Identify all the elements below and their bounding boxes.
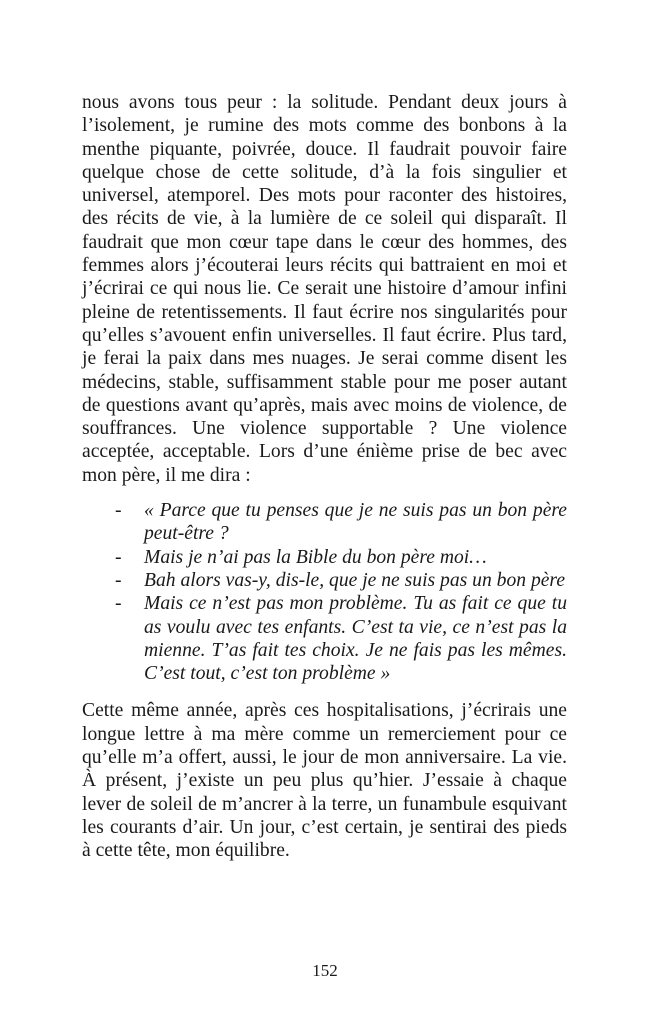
dialogue-text: Mais ce n’est pas mon problème. Tu as fait ce que tu as voulu avec tes enfants. C’est ta vie, ce n’est pas la mienne. T’as fait tes choix. Je ne fais pas les mêmes. C’est tout, c’est ton problème » xyxy=(144,593,567,685)
dialogue-line-3 xyxy=(82,569,567,592)
dialogue-dash: - xyxy=(115,593,122,615)
dialogue-dash: - xyxy=(115,546,122,568)
dialogue-text: Mais je n’ai pas la Bible du bon père moi… xyxy=(144,546,487,568)
dialogue-text: « Parce que tu penses que je ne suis pas un bon père peut-être ? xyxy=(144,500,567,545)
dialogue-text: Bah alors vas-y, dis-le, que je ne suis pas un bon père xyxy=(144,569,566,591)
dialogue-list xyxy=(82,499,567,685)
dialogue-line-4 xyxy=(82,592,567,685)
paragraph-1: nous avons tous peur : la solitude. Pendant deux jours à l’isolement, je rumine des mots comme des bonbons à la menthe piquante, poivrée, douce. Il faudrait pouvoir faire quelque chose de cette solitude, d’à la fois singulier et universel, atemporel. Des mots pour raconter des histoires, des récits de vie, à la lumière de ce soleil qui disparaît. Il faudrait que mon cœur tape dans le cœur des hommes, des femmes alors j’écouterai leurs récits qui battraient en moi et j’écrirai ce qui nous lie. Ce serait une histoire d’amour infini pleine de retentissements. Il faut écrire nos singularités pour qu’elles s’avouent enfin universelles. Il faut écrire. Plus tard, je ferai la paix dans mes nuages. Je serai comme disent les médecins, stable, suffisamment stable pour me poser autant de questions avant qu’après, mais avec moins de violence, de souffrances. Une violence supportable ? Une violence acceptée, acceptable. Lors d’une énième prise de bec avec mon père, il me dira : xyxy=(82,92,567,486)
paragraph-2: Cette même année, après ces hospitalisations, j’écrirais une longue lettre à ma mère comme un remerciement pour ce qu’elle m’a offert, aussi, le jour de mon anniversaire. La vie. À présent, j’existe un peu plus qu’hier. J’essaie à chaque lever de soleil de m’ancrer à la terre, un funambule esquivant les courants d’air. Un jour, c’est certain, je sentirai des pieds à cette tête, mon équilibre. xyxy=(82,700,567,862)
dialogue-line-1 xyxy=(82,499,567,546)
dialogue-line-2 xyxy=(82,546,567,569)
dialogue-dash: - xyxy=(115,569,122,591)
page-number: 152 xyxy=(312,961,338,980)
dialogue-dash: - xyxy=(115,500,122,522)
page-body xyxy=(82,91,567,863)
